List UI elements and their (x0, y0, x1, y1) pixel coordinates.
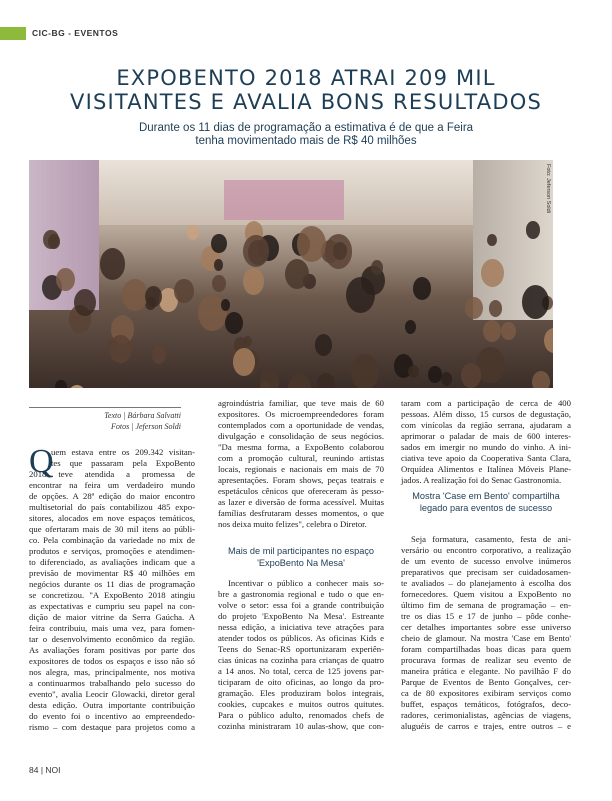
text-line: sados em imergir no mundo do vinho. A ini- (401, 442, 571, 452)
crowd-figure (68, 385, 86, 388)
text-line: expositores. Os microempreendedores foram (218, 409, 384, 419)
text-line: to diferenciado, as avaliações indicam que a (29, 557, 195, 567)
crowd-figure (55, 380, 67, 388)
subheadline-line-2: tenha movimentado mais de R$ 40 milhões (195, 135, 417, 147)
text-line: nos deixa muito felizes", celebra o Diretor. (218, 519, 367, 529)
text-line: multisetorial do país contabilizou 485 expo- (29, 502, 195, 512)
text-line: de um evento de sucesso envolve inúmeros (401, 556, 571, 566)
text-line: procurava formas de realizar seu evento de (401, 655, 571, 665)
article-column-3 (401, 398, 571, 486)
crowd-figure (526, 221, 540, 238)
crowd-photo (29, 160, 553, 388)
text-line: locais, regionais e nacionais em mais de 70 (218, 464, 384, 474)
text-line: ca de 80 expositores exibiram serviços como (401, 688, 571, 698)
text-line: pessoas. Além disso, 15 cursos de degustação, (401, 409, 571, 419)
text-line: que ofertaram mais de 30 mil itens ao públi- (29, 524, 195, 534)
text-line: versário ou encontro corporativo, a realização (401, 545, 571, 555)
crowd-figure (413, 277, 431, 299)
text-line: cer detalhes importantes sobre esse universo (401, 622, 571, 632)
crowd-figure (288, 374, 311, 388)
crowd-figure (243, 235, 269, 267)
text-line: rismo – com destaque para projetos como a (29, 722, 195, 732)
text-line: volve o setor: essa foi a grande contribuição (218, 600, 384, 610)
subtitle-expobento-na-mesa (218, 545, 384, 569)
subtitle-line-2: 'ExpoBento Na Mesa' (257, 558, 345, 568)
text-line: agroindústria familiar, que teve mais de 60 (218, 398, 384, 408)
crowd-figure (465, 297, 483, 319)
text-line: cozinha ministraram 10 aulas-show, que con- (218, 721, 384, 731)
text-line: do evento foi o incentivo ao empreendedo- (29, 711, 195, 721)
text-line: com a promoção cultural, reunindo artistas (218, 453, 384, 463)
text-line: último fim de semana de programação – en- (401, 600, 571, 610)
article-column-1 (29, 443, 195, 733)
headline-line-2: VISITANTES E AVALIA BONS RESULTADOS (70, 90, 542, 114)
crowd-figure (152, 346, 166, 363)
text-line: Orquídea Alimentos e Italínea Móveis Plane- (401, 464, 571, 474)
crowd-figure (408, 365, 419, 378)
text-line: dição de maior vitrine da Serra Gaúcha. A (29, 612, 195, 622)
text-line: divulgação e consolidação de seus negócios. (218, 431, 384, 441)
article-credits (29, 407, 181, 432)
crowd-figure (489, 300, 502, 317)
text-line: a 14 anos. No total, cerca de 125 jovens par- (218, 666, 384, 676)
crowd-figure (109, 335, 131, 363)
crowd-figure (260, 370, 279, 388)
crowd-figure (317, 373, 335, 388)
text-line: Incentivar o público a conhecer mais so- (228, 578, 384, 588)
crowd-figure (214, 259, 223, 271)
photo-pink-banner (224, 180, 344, 220)
text-line: desta edição. Outra importante contribuição (29, 700, 195, 710)
crowd-figure (233, 348, 255, 376)
text-line: foram compartilhadas boas dicas para quem (401, 644, 571, 654)
headline-line-1: EXPOBENTO 2018 ATRAI 209 MIL (116, 66, 496, 90)
crowd-figure (315, 334, 332, 356)
text-line: ticiparam de oito oficinas, ao longo da pro- (218, 677, 384, 687)
photo-credit: Foto: Jeferson Soldi (545, 164, 551, 213)
text-line: nos alegra, mas, principalmente, nos motiva (29, 667, 195, 677)
text-line: Parque de Eventos de Bento Gonçalves, cer- (401, 677, 571, 687)
text-line: Para o público adulto, renomados chefs de (218, 710, 384, 720)
text-line: encontrar na feira um verdadeiro mundo (29, 480, 195, 490)
text-line: contemplados com a oportunidade de vendas, (218, 420, 384, 430)
text-line: cheio de glamour. Na mostra 'Case em Bento' (401, 633, 571, 643)
text-line: espetáculos cênicos que ofereceram às pesso- (218, 486, 384, 496)
text-line: gramação. Eles produziram bolos integrais, (218, 688, 384, 698)
text-line: negócios durante os 11 dias de programação (29, 579, 195, 589)
text-line: evento", avalia Leocir Glowacki, diretor geral (29, 689, 195, 699)
text-line: tes que passaram pela ExpoBento (51, 458, 195, 468)
text-line: aluguéis de carros e trajes, entre outros – e (401, 721, 571, 731)
crowd-figure (346, 277, 375, 313)
text-line: preparativos que precisam ser cuidadosamen- (401, 567, 571, 577)
text-line: previsão de movimentar R$ 40 milhões em (29, 568, 195, 578)
crowd-figure (285, 259, 309, 289)
crowd-figure (225, 312, 243, 334)
text-line: Teens do Senac-RS oportunizaram experiên- (218, 644, 384, 654)
text-line: fornecedores. Quem visitou a ExpoBento no (401, 589, 571, 599)
text-line: de opções. A 28ª edição do maior encontro (29, 491, 195, 501)
text-line: famílias desfrutaram desses momentos, o que (218, 508, 384, 518)
article-column-3-continued (401, 534, 571, 732)
crowd-figure (483, 320, 501, 343)
crowd-figure (43, 230, 58, 249)
subtitle-line-1: Mostra 'Case em Bento' compartilha (412, 491, 560, 501)
subtitle-line-1: Mais de mil participantes no espaço (227, 546, 375, 556)
text-line: Seja formatura, casamento, festa de ani- (411, 534, 571, 544)
crowd-figure (405, 320, 416, 334)
page-footer: 84 | NOI (29, 765, 61, 775)
photo-credit-line: Fotos | Jeferson Soldi (111, 422, 181, 431)
text-line: com vinícolas da região serrana, ajudaram a (401, 420, 571, 430)
text-line: se concretizou. "A ExpoBento 2018 atingiu (29, 590, 195, 600)
text-line: feira contribuiu, mais uma vez, para fomen- (29, 623, 195, 633)
text-line: tar o desenvolvimento econômico da região. (29, 634, 195, 644)
text-line: taram com a participação de cerca de 400 (401, 398, 571, 408)
crowd-figure (487, 234, 497, 246)
crowd-figure (122, 279, 148, 312)
crowd-figure (212, 275, 226, 293)
text-line: 2018 teve atendida a promessa de (29, 469, 195, 479)
text-line: expositores de todos os espaços e isso não só (29, 656, 195, 666)
text-line: sitores, alocados em nove espaços temáticos, (29, 513, 195, 523)
crowd-figure (544, 328, 553, 353)
text-line: cookies, cupcakes e muitos outros quitutes. (218, 699, 384, 709)
crowd-figure (441, 372, 452, 385)
text-line: co. Pela combinação da variedade no mix de (29, 535, 195, 545)
text-line: As avaliações foram positivas por parte dos (29, 645, 195, 655)
text-line: apresentações. Foram shows, peças teatrais e (218, 475, 384, 485)
crowd-figure (211, 234, 227, 254)
text-line: jados. A realização foi do Senac Gastronomia. (401, 475, 562, 485)
drop-cap: Q (29, 443, 54, 480)
headline (30, 66, 582, 114)
text-line: cias únicas na cozinha para crianças de quatro (218, 655, 384, 665)
text-line: ciativa teve apoio da Cooperativa Santa Clara, (401, 453, 571, 463)
subheadline-line-1: Durante os 11 dias de programação a estimativa é de que a Feira (138, 122, 474, 134)
subheadline (60, 122, 552, 148)
text-line: atender todos os públicos. As oficinas Kids e (218, 633, 384, 643)
crowd-figure (187, 225, 199, 240)
crowd-figure (428, 366, 442, 383)
crowd-figure (461, 363, 481, 388)
text-line: as expectativas e cumpriu seu papel na con- (29, 601, 195, 611)
article-column-2 (218, 398, 384, 530)
text-line: te avaliados – do planejamento à escolha dos (401, 578, 571, 588)
subtitle-line-2: legado para eventos de sucesso (419, 503, 553, 513)
crowd-figure (174, 279, 194, 304)
crowd-figure (351, 354, 379, 388)
text-line: as lazer e diversão de forma acessível. Muitas (218, 497, 384, 507)
text-line: produtos e serviços, promoções e atendimen- (29, 546, 195, 556)
text-credit: Texto | Bárbara Salvatti (104, 411, 181, 420)
article-column-2-continued (218, 578, 384, 732)
crowd-figure (481, 259, 504, 287)
crowd-figure (532, 371, 550, 388)
text-line: aprimorar o paladar de mais de 600 interes- (401, 431, 571, 441)
text-line: nessa edição, a iniciativa teve atrações para (218, 622, 384, 632)
crowd-figure (100, 248, 125, 280)
crowd-figure (501, 322, 516, 340)
text-line: tre os dias 15 e 17 de junho – pôde conhe- (401, 611, 571, 621)
text-line: buffet, espaços temáticos, fotógrafos, deco- (401, 699, 571, 709)
section-label: CIC-BG - EVENTOS (32, 28, 119, 38)
crowd-figure (56, 268, 75, 292)
text-line: "Da mesma forma, a ExpoBento colaborou (218, 442, 384, 452)
text-line: uem estava entre os 209.342 visitan- (51, 447, 195, 457)
subtitle-case-em-bento (401, 490, 571, 514)
crowd-figure (243, 268, 264, 294)
section-accent-bar (0, 27, 26, 40)
crowd-figure (371, 260, 383, 275)
text-line: a continuarmos trabalhando pelo sucesso do (29, 678, 195, 688)
text-line: do projeto 'ExpoBento Na Mesa'. Estreante (218, 611, 384, 621)
text-line: bre a gastronomia regional e tudo o que en- (218, 589, 384, 599)
crowd-figure (74, 289, 96, 316)
text-line: radores, cerimonialistas, agências de viagens, (401, 710, 571, 720)
crowd-figure (297, 226, 326, 262)
crowd-figure (221, 299, 230, 310)
text-line: maneira prática e elegante. No pavilhão F do (401, 666, 571, 676)
